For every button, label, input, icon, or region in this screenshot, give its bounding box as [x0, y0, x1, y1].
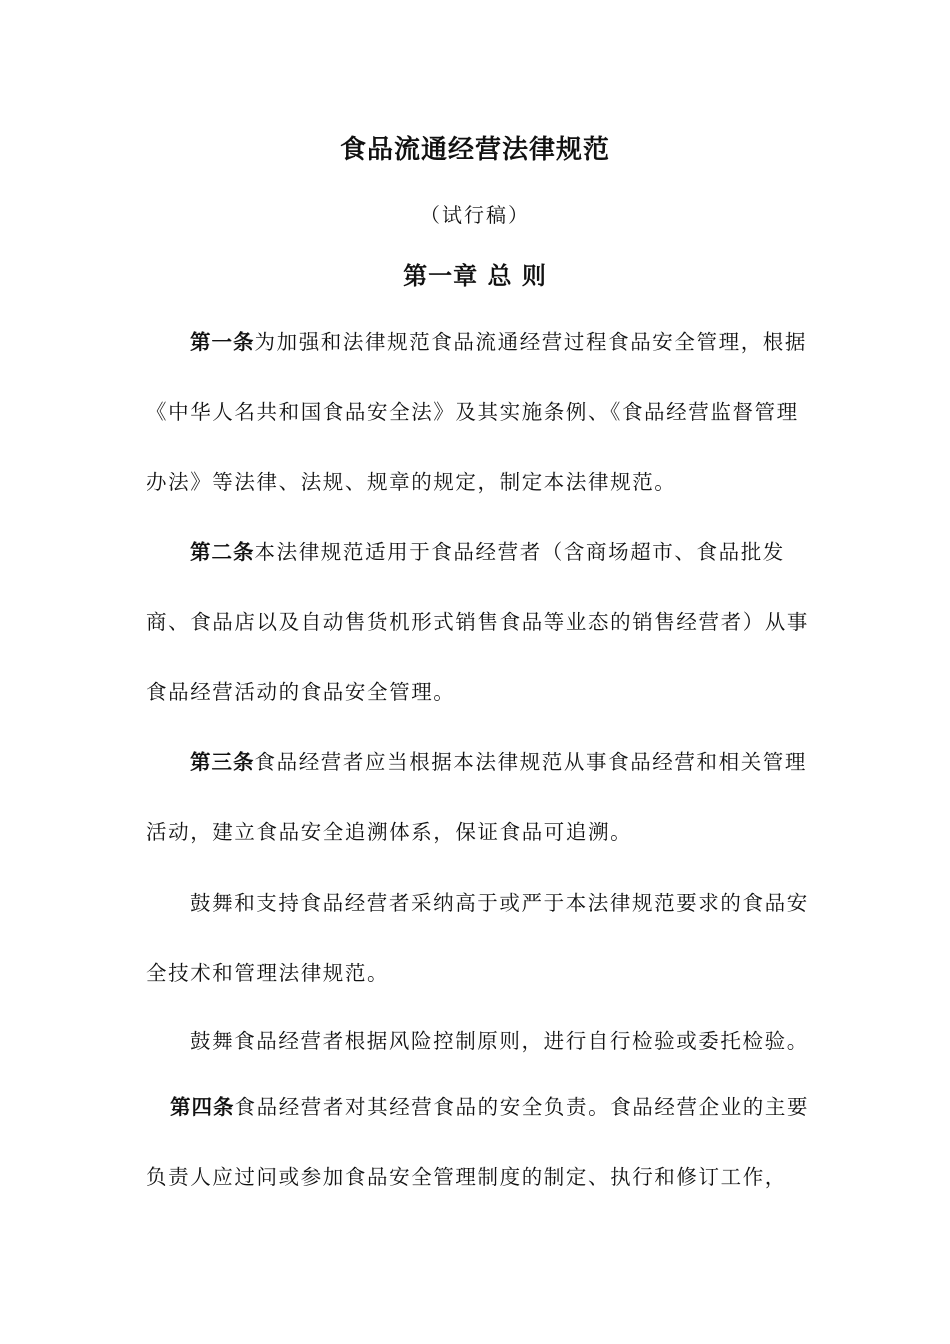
article-2-text: 本法律规范适用于食品经营者（含商场超市、食品批发商、食品店以及自动售货机形式销售食品等业态的销售经营者）从事食品经营活动的食品安全管理。: [146, 540, 809, 704]
encouragement-standards-text: 鼓舞和支持食品经营者采纳高于或严于本法律规范要求的食品安全技术和管理法律规范。: [146, 891, 809, 985]
document-subtitle: （试行稿）: [420, 203, 530, 227]
article-3-encouragement-paragraph: [146, 868, 810, 1008]
article-1-text: 为加强和法律规范食品流通经营过程食品安全管理，根据《中华人名共和国食品安全法》及其实施条例、《食品经营监督管理办法》等法律、法规、规章的规定，制定本法律规范。: [146, 330, 807, 494]
article-1-label: 第一条: [190, 330, 255, 354]
article-1-paragraph: [146, 307, 810, 517]
document-title: 食品流通经营法律规范: [339, 135, 610, 165]
article-4-paragraph: [146, 1072, 810, 1212]
chapter-heading: 第一章 总 则: [403, 261, 547, 290]
article-3-inspection-paragraph: [146, 1006, 810, 1076]
article-4-text: 食品经营者对其经营食品的安全负责。食品经营企业的主要负责人应过问或参加食品安全管理制度的制定、执行和修订工作，: [146, 1095, 810, 1189]
article-4-label: 第四条: [170, 1095, 235, 1119]
article-2-paragraph: [146, 517, 810, 727]
article-3-text: 食品经营者应当根据本法律规范从事食品经营和相关管理活动，建立食品安全追溯体系，保证食品可追溯。: [146, 750, 807, 844]
article-3-label: 第三条: [190, 750, 255, 774]
article-2-label: 第二条: [190, 540, 255, 564]
encouragement-inspection-text: 鼓舞食品经营者根据风险控制原则，进行自行检验或委托检验。: [190, 1029, 809, 1053]
article-3-paragraph: [146, 727, 810, 867]
